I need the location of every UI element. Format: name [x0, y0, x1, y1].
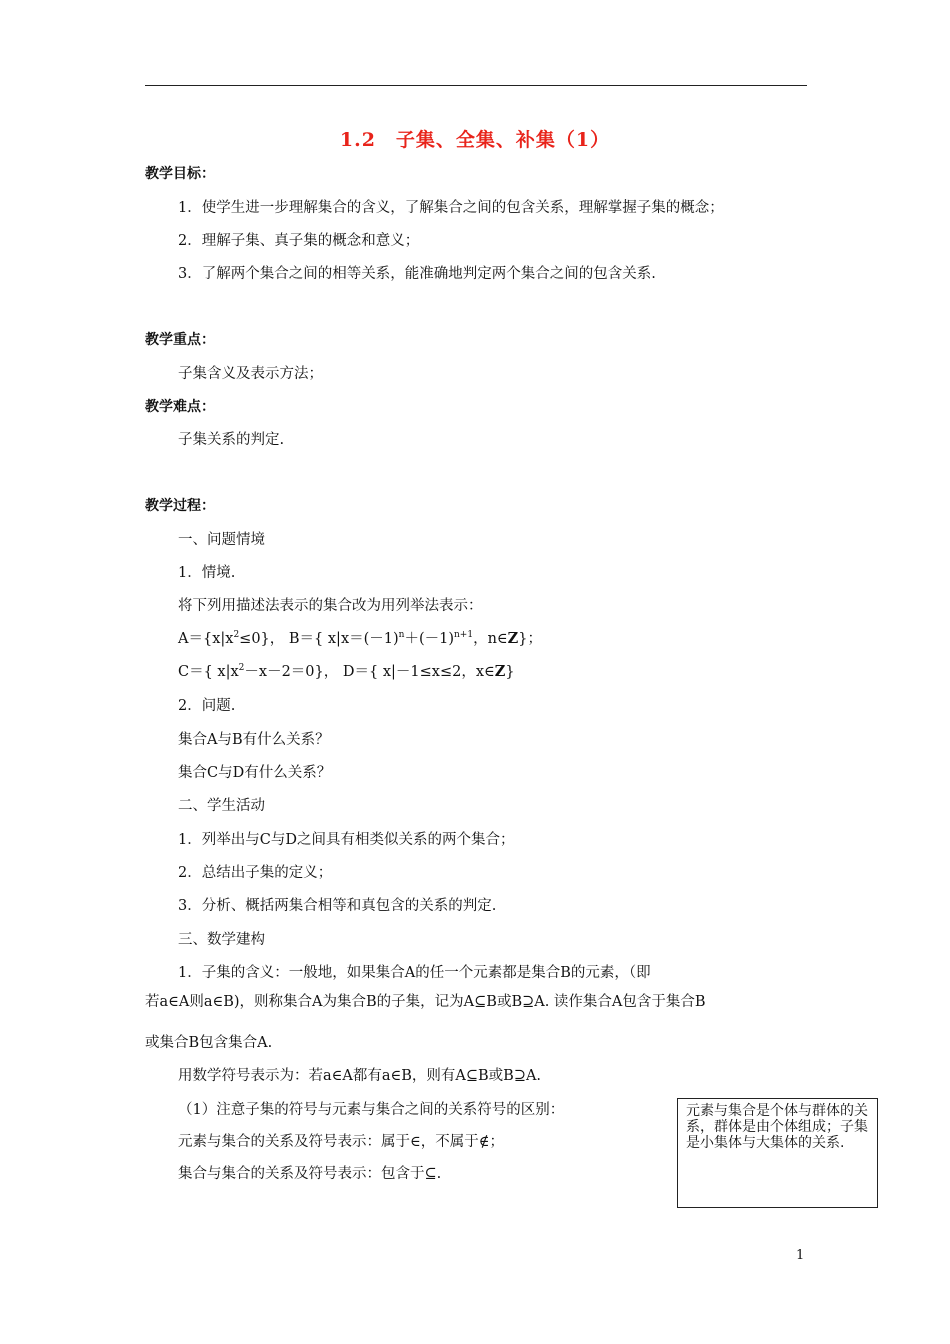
definition-line: 1．子集的含义：一般地，如果集合A的任一个元素都是集合B的元素，（即: [178, 965, 651, 981]
list-item: 2．问题.: [178, 698, 236, 714]
section-heading: 二、学生活动: [178, 798, 265, 814]
set-b: B＝{ $x|x=(-1)^n+(-1)^{n+1}$，n∈Z}；: [288, 630, 542, 647]
list-item: 1．情境.: [178, 565, 236, 581]
difficulties-heading: 教学难点：: [145, 399, 215, 415]
key-points-text: 子集含义及表示方法；: [178, 366, 323, 382]
objective-item: 1．使学生进一步理解集合的含义，了解集合之间的包含关系，理解掌握子集的概念；: [178, 200, 724, 216]
note-line: 元素与集合的关系及符号表示：属于∈，不属于∉；: [178, 1134, 504, 1150]
page-number: 1: [796, 1248, 805, 1263]
objective-item: 3．了解两个集合之间的相等关系，能准确地判定两个集合之间的包含关系.: [178, 266, 656, 282]
page-title: 1.2 子集、全集、补集（1）: [339, 129, 611, 151]
definition-line: 或集合B包含集合A.: [145, 1035, 273, 1051]
set-definitions-cd: [178, 663, 515, 681]
set-d: D＝{ x|－1≤x≤2，x∈Z}: [342, 663, 515, 680]
list-item: 2．总结出子集的定义；: [178, 865, 333, 881]
question-text: 集合A与B有什么关系？: [178, 732, 330, 748]
section-heading: 一、问题情境: [178, 532, 265, 548]
list-item: 1．列举出与C与D之间具有相类似关系的两个集合；: [178, 832, 515, 848]
list-item: 3．分析、概括两集合相等和真包含的关系的判定.: [178, 898, 497, 914]
set-definitions-ab: [178, 630, 542, 648]
process-heading: 教学过程：: [145, 498, 215, 514]
objective-item: 2．理解子集、真子集的概念和意义；: [178, 233, 420, 249]
key-points-heading: 教学重点：: [145, 332, 215, 348]
set-a: $A=\{x|x^2\le 0\}$，: [178, 630, 285, 647]
difficulties-text: 子集关系的判定.: [178, 432, 285, 448]
instruction-text: 将下列用描述法表示的集合改为用列举法表示：: [178, 598, 483, 614]
set-c: C＝{ $x|x^2-x-2=0$}，: [178, 663, 339, 680]
note-line: （1）注意子集的符号与元素与集合之间的关系符号的区别：: [178, 1102, 565, 1118]
note-line: 集合与集合的关系及符号表示：包含于⊆.: [178, 1166, 442, 1182]
margin-note-box: 元素与集合是个体与群体的关系，群体是由个体组成；子集是小集体与大集体的关系.: [677, 1098, 878, 1208]
objectives-heading: 教学目标：: [145, 166, 215, 182]
section-heading: 三、数学建构: [178, 932, 265, 948]
header-rule: [145, 85, 807, 86]
definition-line: 若a∈A则a∈B)，则称集合A为集合B的子集，记为A⊆B或B⊇A. 读作集合A包含于集合B: [145, 994, 706, 1010]
question-text: 集合C与D有什么关系？: [178, 765, 332, 781]
symbol-line: 用数学符号表示为：若a∈A都有a∈B，则有A⊆B或B⊇A.: [178, 1068, 542, 1084]
